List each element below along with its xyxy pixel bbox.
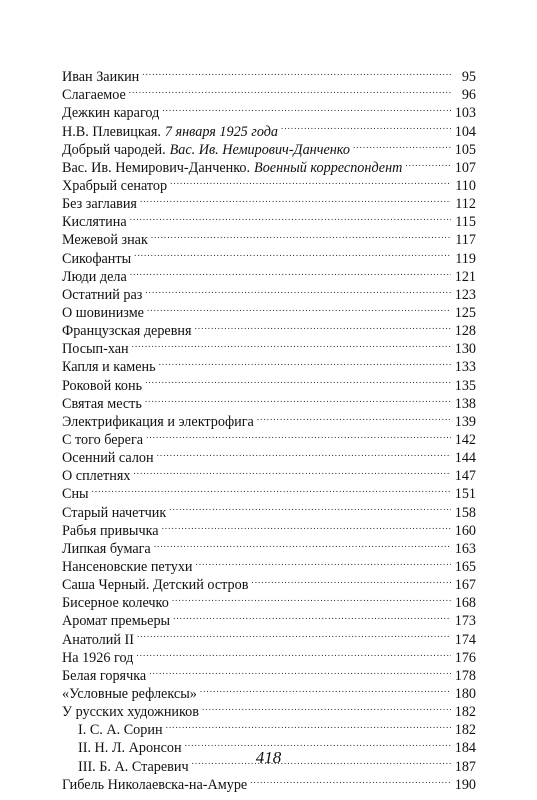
toc-entry (62, 85, 476, 103)
toc-entry (62, 648, 476, 666)
toc-entry-title: «Условные рефлексы» (62, 685, 197, 702)
toc-entry-title: Гибель Николаевска-на-Амуре (62, 776, 248, 793)
dot-leader (134, 248, 451, 262)
toc-entry-subtitle: 7 января 1925 года (164, 123, 279, 140)
toc-entry-page: 104 (454, 123, 476, 140)
toc-entry-page: 139 (454, 413, 476, 430)
toc-entry-title-group (62, 123, 278, 141)
toc-entry-title: Межевой знак (62, 232, 148, 249)
toc-entry-title: Рабья привычка (62, 522, 159, 539)
toc-entry-page: 144 (454, 450, 476, 467)
dot-leader (151, 230, 451, 244)
toc-entry-title: С того берега (62, 432, 144, 448)
toc-entry-title-group (62, 631, 134, 649)
dot-leader (166, 720, 451, 734)
toc-entry-title-group (62, 340, 129, 358)
toc-entry-title: Храбрый сенатор (62, 178, 168, 195)
toc-entry-title: Анатолий II (62, 631, 134, 648)
toc-entry-title-group (62, 504, 166, 522)
toc-entry-page: 117 (455, 232, 476, 249)
toc-entry-title: Французская деревня (62, 323, 192, 340)
dot-leader (137, 629, 451, 643)
toc-entry-page: 119 (455, 250, 476, 267)
dot-leader (195, 321, 451, 335)
toc-entry-title: Нансеновские петухи (62, 558, 193, 575)
toc-entry (62, 684, 476, 702)
toc-entry-page: 121 (454, 268, 476, 285)
toc-entry (62, 502, 476, 520)
toc-entry-page: 135 (454, 377, 476, 394)
toc-entry-page: 110 (455, 178, 476, 195)
dot-leader (140, 194, 451, 208)
toc-entry-page: 187 (454, 758, 476, 775)
toc-entry-title: Посып-хан (62, 341, 129, 358)
toc-entry-title-group (62, 304, 144, 322)
toc-entry (62, 448, 476, 466)
toc-entry-subtitle: Вас. Ив. Немирович-Данченко (169, 141, 350, 158)
toc-entry-page: 190 (454, 776, 476, 793)
toc-entry-page: 165 (454, 558, 476, 575)
toc-entry (62, 666, 476, 684)
toc-entry-title: Осенний салон (62, 450, 154, 467)
dot-leader (405, 158, 451, 172)
toc-entry-page: 182 (454, 704, 476, 721)
dot-leader (130, 267, 451, 281)
toc-entry-page: 167 (454, 577, 476, 594)
toc-entry-page: 123 (454, 286, 476, 303)
toc-entry-title-group (62, 449, 154, 467)
toc-entry-title: Электрификация и электрофига (62, 413, 254, 430)
toc-entry-title: Добрый чародей. (62, 141, 166, 158)
toc-entry-title: Люди дела (62, 268, 127, 285)
page-number: 418 (255, 748, 282, 767)
toc-entry-title-group (62, 431, 143, 449)
dot-leader (149, 666, 451, 680)
dot-leader (170, 176, 451, 190)
toc-entry (62, 557, 476, 575)
dot-leader (169, 502, 451, 516)
toc-entry (62, 267, 476, 285)
toc-entry-title: Сикофанты (62, 250, 132, 267)
toc-entry (62, 321, 476, 339)
toc-entry-title-group (62, 250, 131, 268)
toc-entry (62, 575, 476, 593)
toc-entry (62, 430, 476, 448)
toc-entry-title: Белая горячка (62, 667, 147, 684)
toc-entry-title-group (62, 159, 402, 177)
dot-leader (145, 375, 451, 389)
toc-entry (62, 593, 476, 611)
toc-entry-title-group (62, 358, 156, 376)
toc-entry-title-group (62, 612, 170, 630)
toc-entry (62, 339, 476, 357)
toc-entry-title-group (62, 268, 127, 286)
toc-entry-title-group (62, 667, 146, 685)
toc-entry-title: О сплетнях (62, 468, 131, 485)
toc-entry-page: 112 (455, 196, 476, 213)
toc-entry-title-group (62, 286, 142, 304)
toc-entry (62, 285, 476, 303)
dot-leader (196, 557, 451, 571)
dot-leader (132, 339, 451, 353)
dot-leader (159, 357, 451, 371)
dot-leader (251, 575, 451, 589)
toc-entry-title-group (62, 558, 193, 576)
dot-leader (142, 67, 451, 81)
toc-entry-title: Саша Черный. Детский остров (62, 577, 249, 594)
toc-entry (62, 375, 476, 393)
toc-entry-title: Остатний раз (62, 286, 143, 303)
toc-entry-page: 180 (454, 685, 476, 702)
dot-leader (257, 412, 451, 426)
toc-entry-title-group (62, 213, 127, 231)
toc-entry-title-group (62, 721, 163, 739)
toc-entry-title-group (62, 576, 248, 594)
toc-entry-title: О шовинизме (62, 305, 144, 322)
dot-leader (145, 394, 451, 408)
toc-entry-page: 176 (454, 649, 476, 666)
dot-leader (250, 774, 451, 788)
toc-entry (62, 194, 476, 212)
toc-entry-page: 184 (454, 740, 476, 757)
toc-entry-title-group (62, 231, 148, 249)
toc-entry-page: 96 (461, 87, 476, 104)
toc-entry-title: I. С. А. Сорин (78, 722, 163, 739)
toc-entry (62, 412, 476, 430)
toc-entry (62, 158, 476, 176)
toc-entry-page: 138 (454, 395, 476, 412)
toc-entry (62, 357, 476, 375)
toc-entry (62, 539, 476, 557)
toc-entry-page: 142 (454, 432, 476, 448)
toc-entry (62, 212, 476, 230)
toc-entry-page: 173 (454, 613, 476, 630)
toc-entry (62, 521, 476, 539)
toc-entry-page: 168 (454, 595, 476, 612)
toc-entry (62, 394, 476, 412)
toc-entry-title-group (62, 594, 169, 612)
dot-leader (92, 484, 451, 498)
toc-entry-title: Липкая бумага (62, 540, 151, 557)
toc-entry-page: 105 (454, 141, 476, 158)
toc-entry-title: Старый начетчик (62, 504, 167, 521)
toc-entry (62, 303, 476, 321)
toc-entry (62, 230, 476, 248)
toc-entry-title: Иван Заикин (62, 69, 140, 86)
toc-entry-title-group (62, 177, 167, 195)
toc-entry-page: 151 (454, 486, 476, 503)
toc-entry (62, 484, 476, 502)
toc-entry-page: 163 (454, 540, 476, 557)
toc-entry-page: 182 (454, 722, 476, 739)
toc-entry-subtitle: Военный корреспондент (254, 159, 403, 176)
toc-entry-title: Н.В. Плевицкая. (62, 123, 161, 140)
dot-leader (281, 121, 451, 135)
toc-entry-title: Без заглавия (62, 196, 137, 213)
toc-entry (62, 67, 476, 85)
toc-entry-title-group (62, 377, 142, 395)
toc-entry-title: Бисерное колечко (62, 595, 169, 612)
toc-entry-title-group (62, 649, 133, 667)
toc-entry-page: 147 (454, 468, 476, 485)
toc-entry (62, 629, 476, 647)
toc-entry-title: III. Б. А. Старевич (78, 758, 189, 775)
toc-entry-page: 130 (454, 341, 476, 358)
toc-entry (62, 702, 476, 720)
dot-leader (162, 103, 451, 117)
dot-leader (157, 448, 451, 462)
dot-leader (162, 521, 451, 535)
toc-entry-title: Роковой конь (62, 377, 143, 394)
toc-entry-title: Капля и камень (62, 359, 156, 376)
toc-entry-page: 133 (454, 359, 476, 376)
toc-entry-page: 158 (454, 504, 476, 521)
toc-entry-page: 174 (454, 631, 476, 648)
toc-entry-title-group (62, 68, 139, 86)
toc-entry-title-group (62, 685, 197, 703)
table-of-contents (62, 67, 476, 793)
toc-entry (62, 176, 476, 194)
toc-entry (62, 774, 476, 792)
dot-leader (172, 593, 451, 607)
toc-entry (62, 103, 476, 121)
dot-leader (173, 611, 451, 625)
dot-leader (147, 303, 451, 317)
toc-entry (62, 611, 476, 629)
toc-entry-page: 95 (461, 69, 476, 86)
toc-entry (62, 466, 476, 484)
toc-entry-title: Слагаемое (62, 87, 126, 104)
toc-entry-title-group (62, 540, 151, 558)
toc-entry-title-group (62, 86, 126, 104)
toc-entry (62, 140, 476, 158)
toc-entry-title-group (62, 322, 192, 340)
toc-entry-title-group (62, 395, 142, 413)
toc-entry-title: На 1926 год (62, 649, 134, 666)
toc-entry-title-group (62, 195, 137, 213)
toc-entry (62, 121, 476, 139)
toc-entry-title: Вас. Ив. Немирович-Данченко. (62, 159, 251, 176)
dot-leader (130, 212, 451, 226)
toc-entry (62, 248, 476, 266)
toc-entry-title: Дежкин карагод (62, 105, 160, 122)
dot-leader (202, 702, 451, 716)
toc-entry (62, 720, 476, 738)
dot-leader (133, 466, 451, 480)
toc-entry-page: 160 (454, 522, 476, 539)
dot-leader (129, 85, 451, 99)
toc-entry-page: 128 (454, 323, 476, 340)
toc-entry-title-group (62, 703, 199, 721)
dot-leader (353, 140, 451, 154)
toc-entry-page: 107 (454, 159, 476, 176)
toc-entry-title-group (62, 104, 159, 122)
toc-entry-title: Аромат премьеры (62, 613, 171, 630)
dot-leader (145, 285, 451, 299)
toc-entry-page: 103 (454, 105, 476, 122)
toc-entry-page: 125 (454, 305, 476, 322)
toc-entry-title-group (62, 522, 159, 540)
toc-entry-title: II. Н. Л. Аронсон (78, 740, 182, 757)
dot-leader (154, 539, 451, 553)
toc-entry-page: 178 (454, 667, 476, 684)
dot-leader (200, 684, 451, 698)
toc-entry-title: Святая месть (62, 395, 142, 412)
toc-entry-title: У русских художников (62, 704, 199, 721)
toc-entry-title: Кислятина (62, 214, 127, 231)
toc-entry-page: 115 (455, 214, 476, 231)
toc-entry-title-group (62, 485, 89, 503)
toc-entry-title-group (62, 413, 254, 431)
toc-entry-title: Сны (62, 486, 89, 503)
dot-leader (146, 430, 451, 444)
toc-entry-title-group (62, 776, 247, 794)
toc-entry-title-group (62, 467, 130, 485)
toc-entry-title-group (62, 141, 350, 159)
dot-leader (136, 648, 451, 662)
